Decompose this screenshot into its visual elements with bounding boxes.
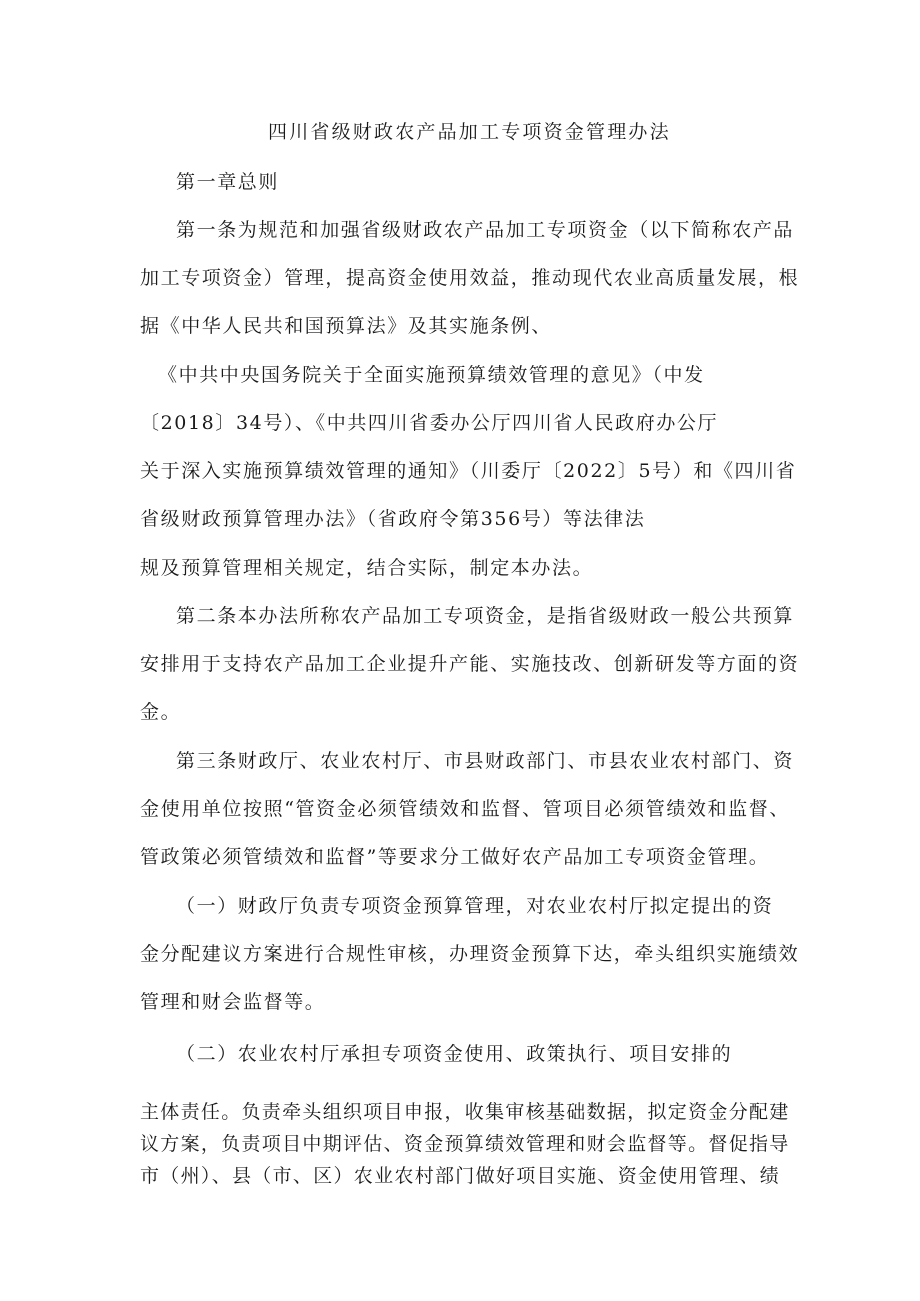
clause-1-line-1: （一）财政厅负责专项资金预算管理，对农业农村厅拟定提出的资 [176,895,774,917]
article-1-line-7: 省级财政预算管理办法》（省政府令第356号）等法律法 [140,508,646,530]
article-1-line-4: 《中共中央国务院关于全面实施预算绩效管理的意见》（中发 [158,364,705,386]
clause-2-line-1: （二）农业农村厅承担专项资金使用、政策执行、项目安排的 [176,1043,733,1065]
article-2-line-3: 金。 [140,701,182,723]
document-title: 四川省级财政农产品加工专项资金管理办法 [268,121,671,143]
clause-2-line-2: 主体责任。负责牵头组织项目申报，收集审核基础数据，拟定资金分配建 [140,1101,790,1123]
article-1-line-6: 关于深入实施预算绩效管理的通知》（川委厅〔2022〕5号）和《四川省 [140,460,797,482]
article-2-line-2: 安排用于支持农产品加工企业提升产能、实施技改、创新研发等方面的资 [140,653,800,675]
article-1-line-8: 规及预算管理相关规定，结合实际，制定本办法。 [140,557,594,579]
clause-1-line-2: 金分配建议方案进行合规性审核，办理资金预算下达，牵头组织实施绩效 [140,943,800,965]
article-1-line-1: 第一条为规范和加强省级财政农产品加工专项资金（以下简称农产品 [176,219,795,241]
clause-1-line-3: 管理和财会监督等。 [140,991,326,1013]
article-2-line-1: 第二条本办法所称农产品加工专项资金，是指省级财政一般公共预算 [176,605,795,627]
article-1-line-2: 加工专项资金）管理，提高资金使用效益，推动现代农业高质量发展，根 [140,267,800,289]
article-3-line-1: 第三条财政厅、农业农村厅、市县财政部门、市县农业农村部门、资 [176,750,795,772]
article-1-line-5: 〔2018〕34号）、《中共四川省委办公厅四川省人民政府办公厅 [140,412,719,434]
article-3-line-2: 金使用单位按照“管资金必须管绩效和监督、管项目必须管绩效和监督、 [140,798,790,820]
chapter-heading: 第一章总则 [176,171,280,193]
clause-2-line-3: 议方案，负责项目中期评估、资金预算绩效管理和财会监督等。督促指导 [140,1133,790,1155]
article-3-line-3: 管政策必须管绩效和监督”等要求分工做好农产品加工专项资金管理。 [140,846,770,868]
article-1-line-3: 据《中华人民共和国预算法》及其实施条例、 [140,315,553,337]
clause-2-line-4: 市（州）、县（市、区）农业农村部门做好项目实施、资金使用管理、绩 [140,1165,781,1187]
